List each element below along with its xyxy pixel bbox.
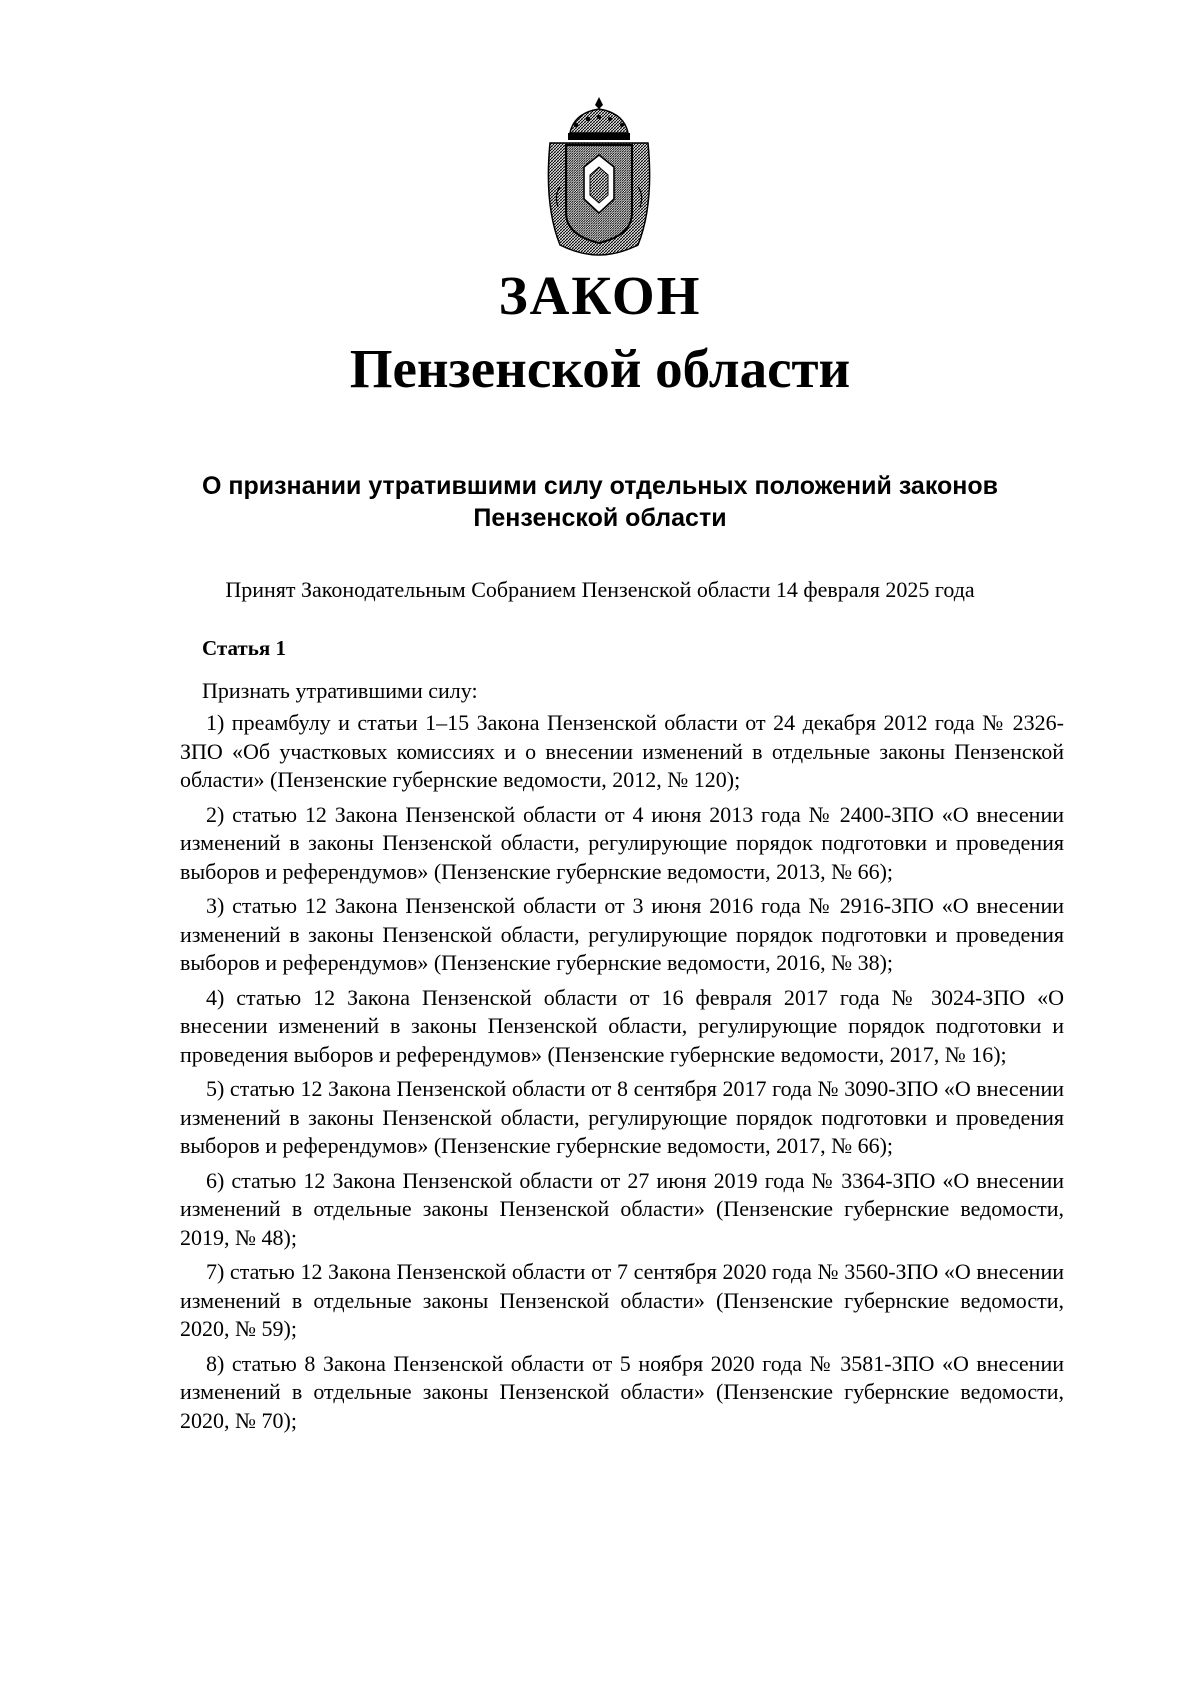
- adoption-note: Принят Законодательным Собранием Пензенской области 14 февраля 2025 года: [225, 577, 975, 602]
- crown-shape: [568, 97, 630, 140]
- law-title: ЗАКОН: [498, 265, 702, 326]
- list-item: 8) статью 8 Закона Пензенской области от 5 ноября 2020 года № 3581-ЗПО «О внесении изменений в отдельные законы Пензенской области» (Пензенские губернские ведомости, 2020, № 70);: [180, 1350, 1064, 1433]
- article-intro: Признать утратившими силу:: [202, 678, 478, 703]
- law-region: Пензенской области: [349, 338, 851, 399]
- document-heading: О признании утратившими силу отдельных положений законов Пензенской области: [201, 472, 999, 532]
- list-item: 5) статью 12 Закона Пензенской области от 8 сентября 2017 года № 3090-ЗПО «О внесении изменений в законы Пензенской области, регулирующие порядок подготовки и проведения выборов и референдумов» (Пензенские губернские ведомости, 2017, № 66);: [180, 1076, 1064, 1158]
- list-item: 3) статью 12 Закона Пензенской области от 3 июня 2016 года № 2916-ЗПО «О внесении изменений в законы Пензенской области, регулирующие порядок подготовки и проведения выборов и референдумов» (Пензенские губернские ведомости, 2016, № 38);: [180, 893, 1064, 975]
- coat-of-arms-icon: [540, 95, 658, 257]
- list-item: 2) статью 12 Закона Пензенской области от 4 июня 2013 года № 2400-ЗПО «О внесении изменений в законы Пензенской области, регулирующие порядок подготовки и проведения выборов и референдумов» (Пензенские губернские ведомости, 2013, № 66);: [180, 801, 1064, 884]
- list-item: 7) статью 12 Закона Пензенской области от 7 сентября 2020 года № 3560-ЗПО «О внесении изменений в отдельные законы Пензенской области» (Пензенские губернские ведомости, 2020, № 59);: [180, 1259, 1064, 1341]
- list-item: 1) преамбулу и статьи 1–15 Закона Пензенской области от 24 декабря 2012 года № 2326-ЗПО «Об участковых комиссиях и о внесении изменений в отдельные законы Пензенской области» (Пензенские губернские ведомости, 2012, № 120);: [180, 710, 1064, 792]
- article-heading: Статья 1: [202, 636, 286, 660]
- list-item: 6) статью 12 Закона Пензенской области от 27 июня 2019 года № 3364-ЗПО «О внесении изменений в отдельные законы Пензенской области» (Пензенские губернские ведомости, 2019, № 48);: [180, 1167, 1064, 1250]
- article-items-list: [180, 709, 1064, 1441]
- list-item: 4) статью 12 Закона Пензенской области от 16 февраля 2017 года № 3024-ЗПО «О внесении изменений в законы Пензенской области, регулирующие порядок подготовки и проведения выборов и референдумов» (Пензенские губернские ведомости, 2017, № 16);: [180, 984, 1064, 1067]
